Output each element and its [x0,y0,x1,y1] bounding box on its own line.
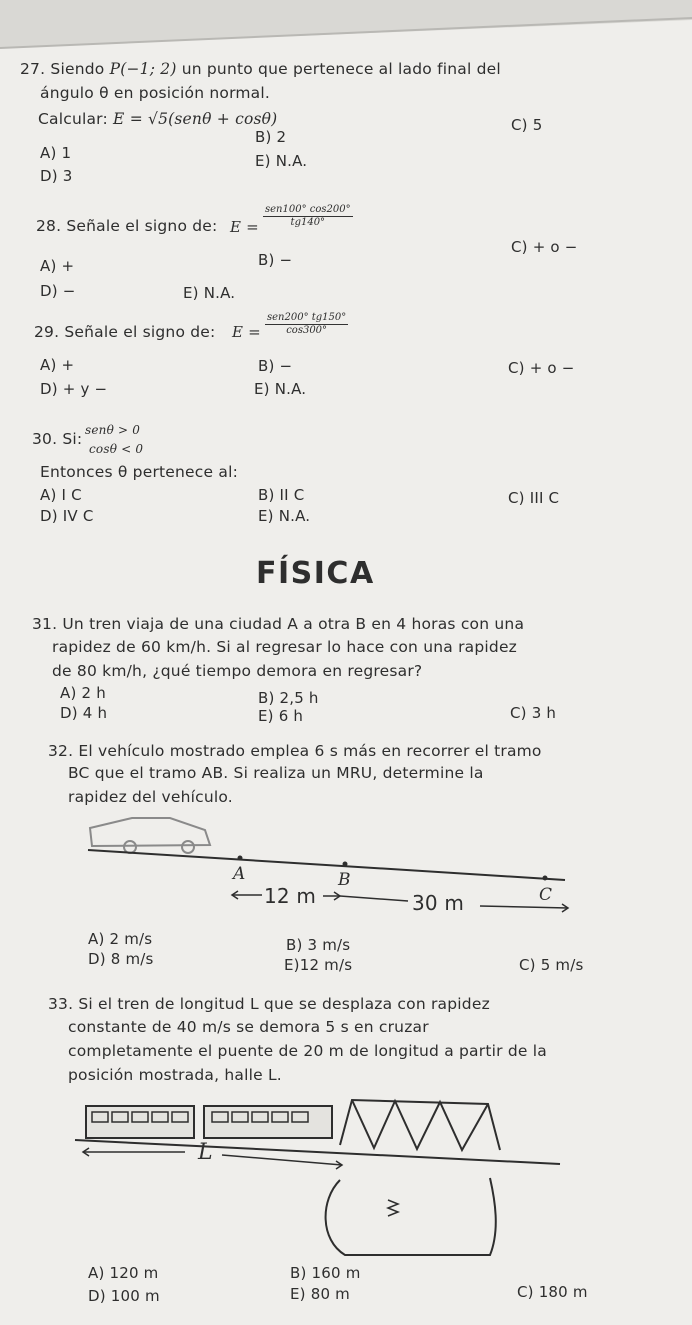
q30-option-c[interactable]: C) III C [508,489,560,507]
q32-line3: rapidez del vehículo. [68,788,233,806]
q30-condition-2: cosθ < 0 [89,442,144,456]
q32-distance-ab: 12 m [264,884,317,908]
water-icon [388,1200,398,1216]
q33-line1: 33. Si el tren de longitud L que se desplaza con rapidez [48,995,490,1013]
train-icon [86,1106,332,1138]
q27-option-d[interactable]: D) 3 [40,167,73,185]
q32-option-c[interactable]: C) 5 m/s [519,956,584,974]
q28-option-c[interactable]: C) + o − [511,238,578,256]
q29-option-d[interactable]: D) + y − [40,380,108,398]
q29-option-b[interactable]: B) − [258,357,293,375]
q30-option-b[interactable]: B) II C [258,486,305,504]
q32-distance-bc: 30 m [412,891,465,915]
q31-option-d[interactable]: D) 4 h [60,704,108,722]
q27-line1: 27. Siendo P(−1; 2) un punto que pertenece al lado final del [20,60,501,78]
q33-option-d[interactable]: D) 100 m [88,1287,160,1305]
q28-numerator: sen100° cos200° [265,204,351,215]
q28-option-e[interactable]: E) N.A. [183,284,236,302]
q29-option-e[interactable]: E) N.A. [254,380,307,398]
q33-option-a[interactable]: A) 120 m [88,1264,159,1282]
bridge-truss [340,1100,500,1150]
q28-label: 28. Señale el signo de: [36,217,218,235]
section-title: FÍSICA [256,556,375,591]
q29-option-a[interactable]: A) + [40,356,75,374]
q33-line4: posición mostrada, halle L. [68,1066,282,1084]
q30-condition-1: senθ > 0 [85,423,141,437]
q29-label: 29. Señale el signo de: [34,323,216,341]
q27-option-b[interactable]: B) 2 [255,128,287,146]
q31-line2: rapidez de 60 km/h. Si al regresar lo hace con una rapidez [52,638,518,656]
q29-lhs: E = [232,323,261,341]
q28-lhs: E = [230,218,259,236]
q27-option-e[interactable]: E) N.A. [255,152,308,170]
q33-length-label: L [198,1140,213,1165]
q28-denominator: tg140° [290,217,326,228]
q30-text: Entonces θ pertenece al: [40,463,239,481]
q30-label: 30. Si: [32,430,83,448]
q32-point-b: B [338,870,351,890]
q32-option-d[interactable]: D) 8 m/s [88,950,154,968]
q29-numerator: sen200° tg150° [267,312,347,323]
q31-option-a[interactable]: A) 2 h [60,684,106,702]
q32-line1: 32. El vehículo mostrado emplea 6 s más en recorrer el tramo [48,742,542,760]
q28-option-b[interactable]: B) − [258,251,293,269]
q33-option-b[interactable]: B) 160 m [290,1264,361,1282]
q27-option-a[interactable]: A) 1 [40,144,72,162]
q28-option-a[interactable]: A) + [40,257,75,275]
q32-option-a[interactable]: A) 2 m/s [88,930,153,948]
q33-line3: completamente el puente de 20 m de longitud a partir de la [68,1042,547,1060]
q31-option-b[interactable]: B) 2,5 h [258,689,319,707]
q32-option-b[interactable]: B) 3 m/s [286,936,351,954]
q31-option-e[interactable]: E) 6 h [258,707,304,725]
q28-option-d[interactable]: D) − [40,282,76,300]
q31-line3: de 80 km/h, ¿qué tiempo demora en regresar? [52,662,423,680]
q33-option-e[interactable]: E) 80 m [290,1285,350,1303]
q30-option-a[interactable]: A) I C [40,486,82,504]
q30-option-d[interactable]: D) IV C [40,507,94,525]
q33-line2: constante de 40 m/s se demora 5 s en cruzar [68,1018,429,1036]
q29-denominator: cos300° [286,325,328,336]
q27-calc: Calcular: E = √5(senθ + cosθ) [38,110,278,128]
q32-point-c: C [539,885,553,905]
q31-option-c[interactable]: C) 3 h [510,704,557,722]
q32-option-e[interactable]: E)12 m/s [284,956,353,974]
q27-option-c[interactable]: C) 5 [511,116,543,134]
river-gap [326,1178,496,1255]
q30-option-e[interactable]: E) N.A. [258,507,311,525]
q33-option-c[interactable]: C) 180 m [517,1283,588,1301]
q32-line2: BC que el tramo AB. Si realiza un MRU, determine la [68,764,484,782]
q27-line2: ángulo θ en posición normal. [40,84,271,102]
q32-point-a: A [233,864,246,884]
q29-option-c[interactable]: C) + o − [508,359,575,377]
q31-line1: 31. Un tren viaja de una ciudad A a otra B en 4 horas con una [32,615,525,633]
